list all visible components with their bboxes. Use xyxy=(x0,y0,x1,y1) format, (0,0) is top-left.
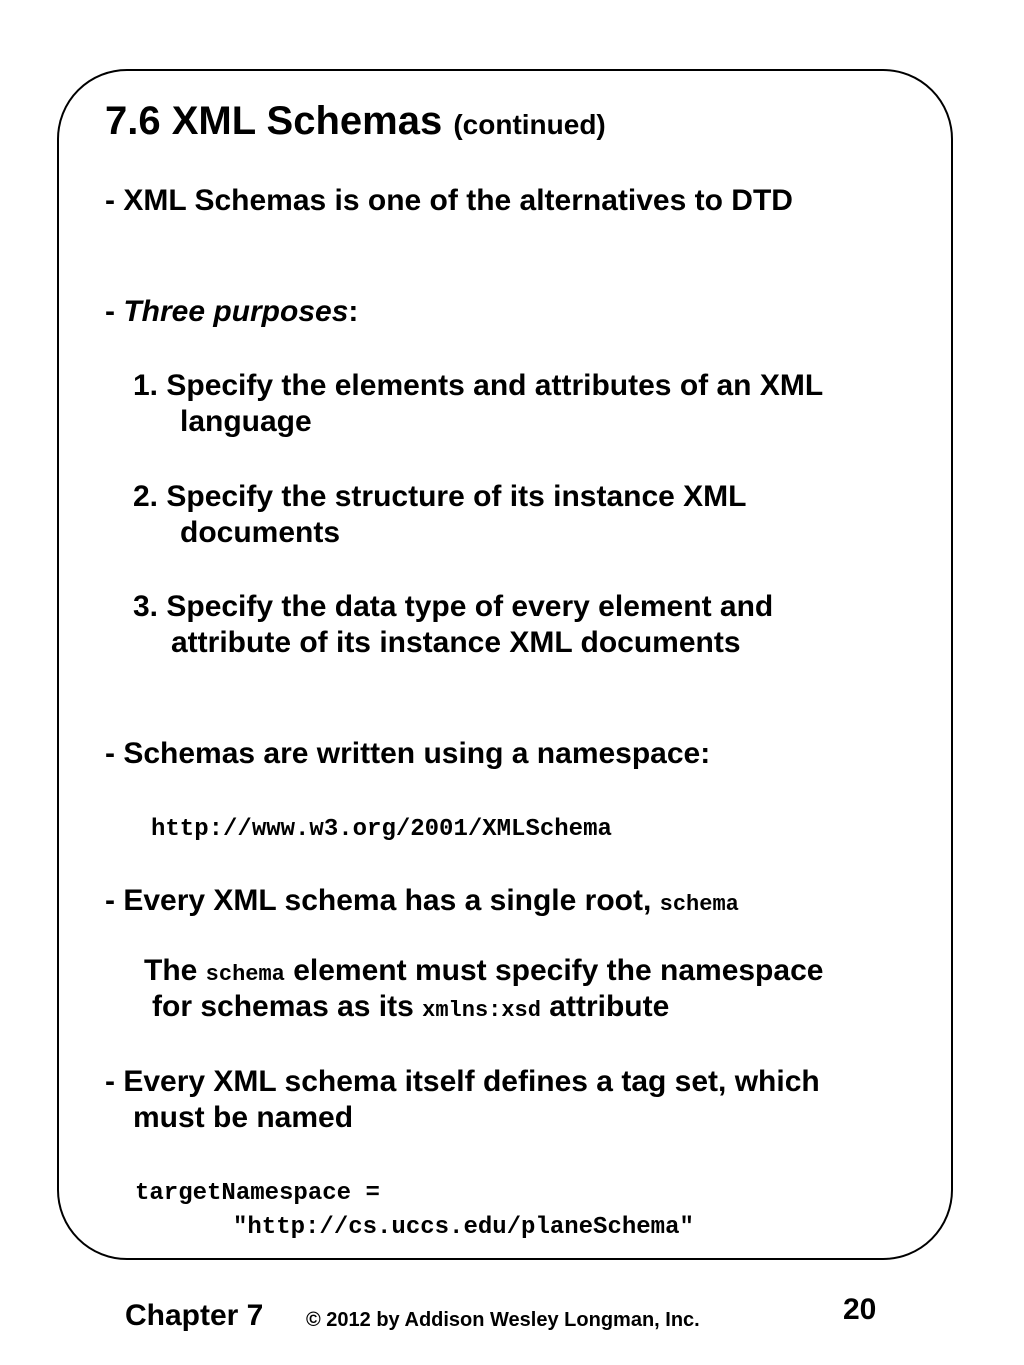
schema-note-line1 xyxy=(144,953,823,993)
schema-note-code2: xmlns:xsd xyxy=(422,998,541,1023)
bullet-namespace: - Schemas are written using a namespace: xyxy=(105,737,711,770)
purpose-item-1-line1: 1. Specify the elements and attributes of an XML xyxy=(133,369,824,402)
schema-note-line2 xyxy=(152,989,669,1029)
footer-copyright: © 2012 by Addison Wesley Longman, Inc. xyxy=(306,1309,700,1331)
footer-chapter: Chapter 7 xyxy=(125,1299,264,1332)
bullet-root xyxy=(105,883,739,923)
root-text: - Every XML schema has a single root, xyxy=(105,884,660,917)
target-namespace-line2: "http://cs.uccs.edu/planeSchema" xyxy=(233,1214,694,1241)
schema-note-mid: element must specify the namespace xyxy=(284,954,824,987)
purposes-label: Three purposes xyxy=(123,295,349,328)
slide-title xyxy=(105,98,606,148)
purpose-item-2-line1: 2. Specify the structure of its instance XML xyxy=(133,480,747,513)
schema-note-line2-pre: for schemas as its xyxy=(152,990,423,1023)
purpose-item-3-line1: 3. Specify the data type of every element and xyxy=(133,590,774,623)
title-main: 7.6 XML Schemas xyxy=(105,99,443,143)
target-namespace-line1: targetNamespace = xyxy=(135,1180,380,1207)
footer-page-number: 20 xyxy=(843,1293,877,1326)
root-code: schema xyxy=(659,892,739,917)
purpose-item-2-line2: documents xyxy=(180,516,341,549)
schema-note-pre: The xyxy=(144,954,206,987)
purpose-item-1-line2: language xyxy=(180,405,312,438)
bullet-alternatives: - XML Schemas is one of the alternatives to DTD xyxy=(105,184,793,217)
purposes-colon: : xyxy=(348,295,359,328)
namespace-url: http://www.w3.org/2001/XMLSchema xyxy=(151,816,612,843)
schema-note-line2-post: attribute xyxy=(540,990,670,1023)
title-suffix: (continued) xyxy=(453,109,606,140)
schema-note-code1: schema xyxy=(205,962,285,987)
purpose-item-3-line2: attribute of its instance XML documents xyxy=(171,626,741,659)
bullet-purposes xyxy=(105,294,358,330)
bullet-tagset-line2: must be named xyxy=(133,1101,354,1134)
purposes-dash: - xyxy=(105,295,124,328)
bullet-tagset-line1: - Every XML schema itself defines a tag set, which xyxy=(105,1065,820,1098)
